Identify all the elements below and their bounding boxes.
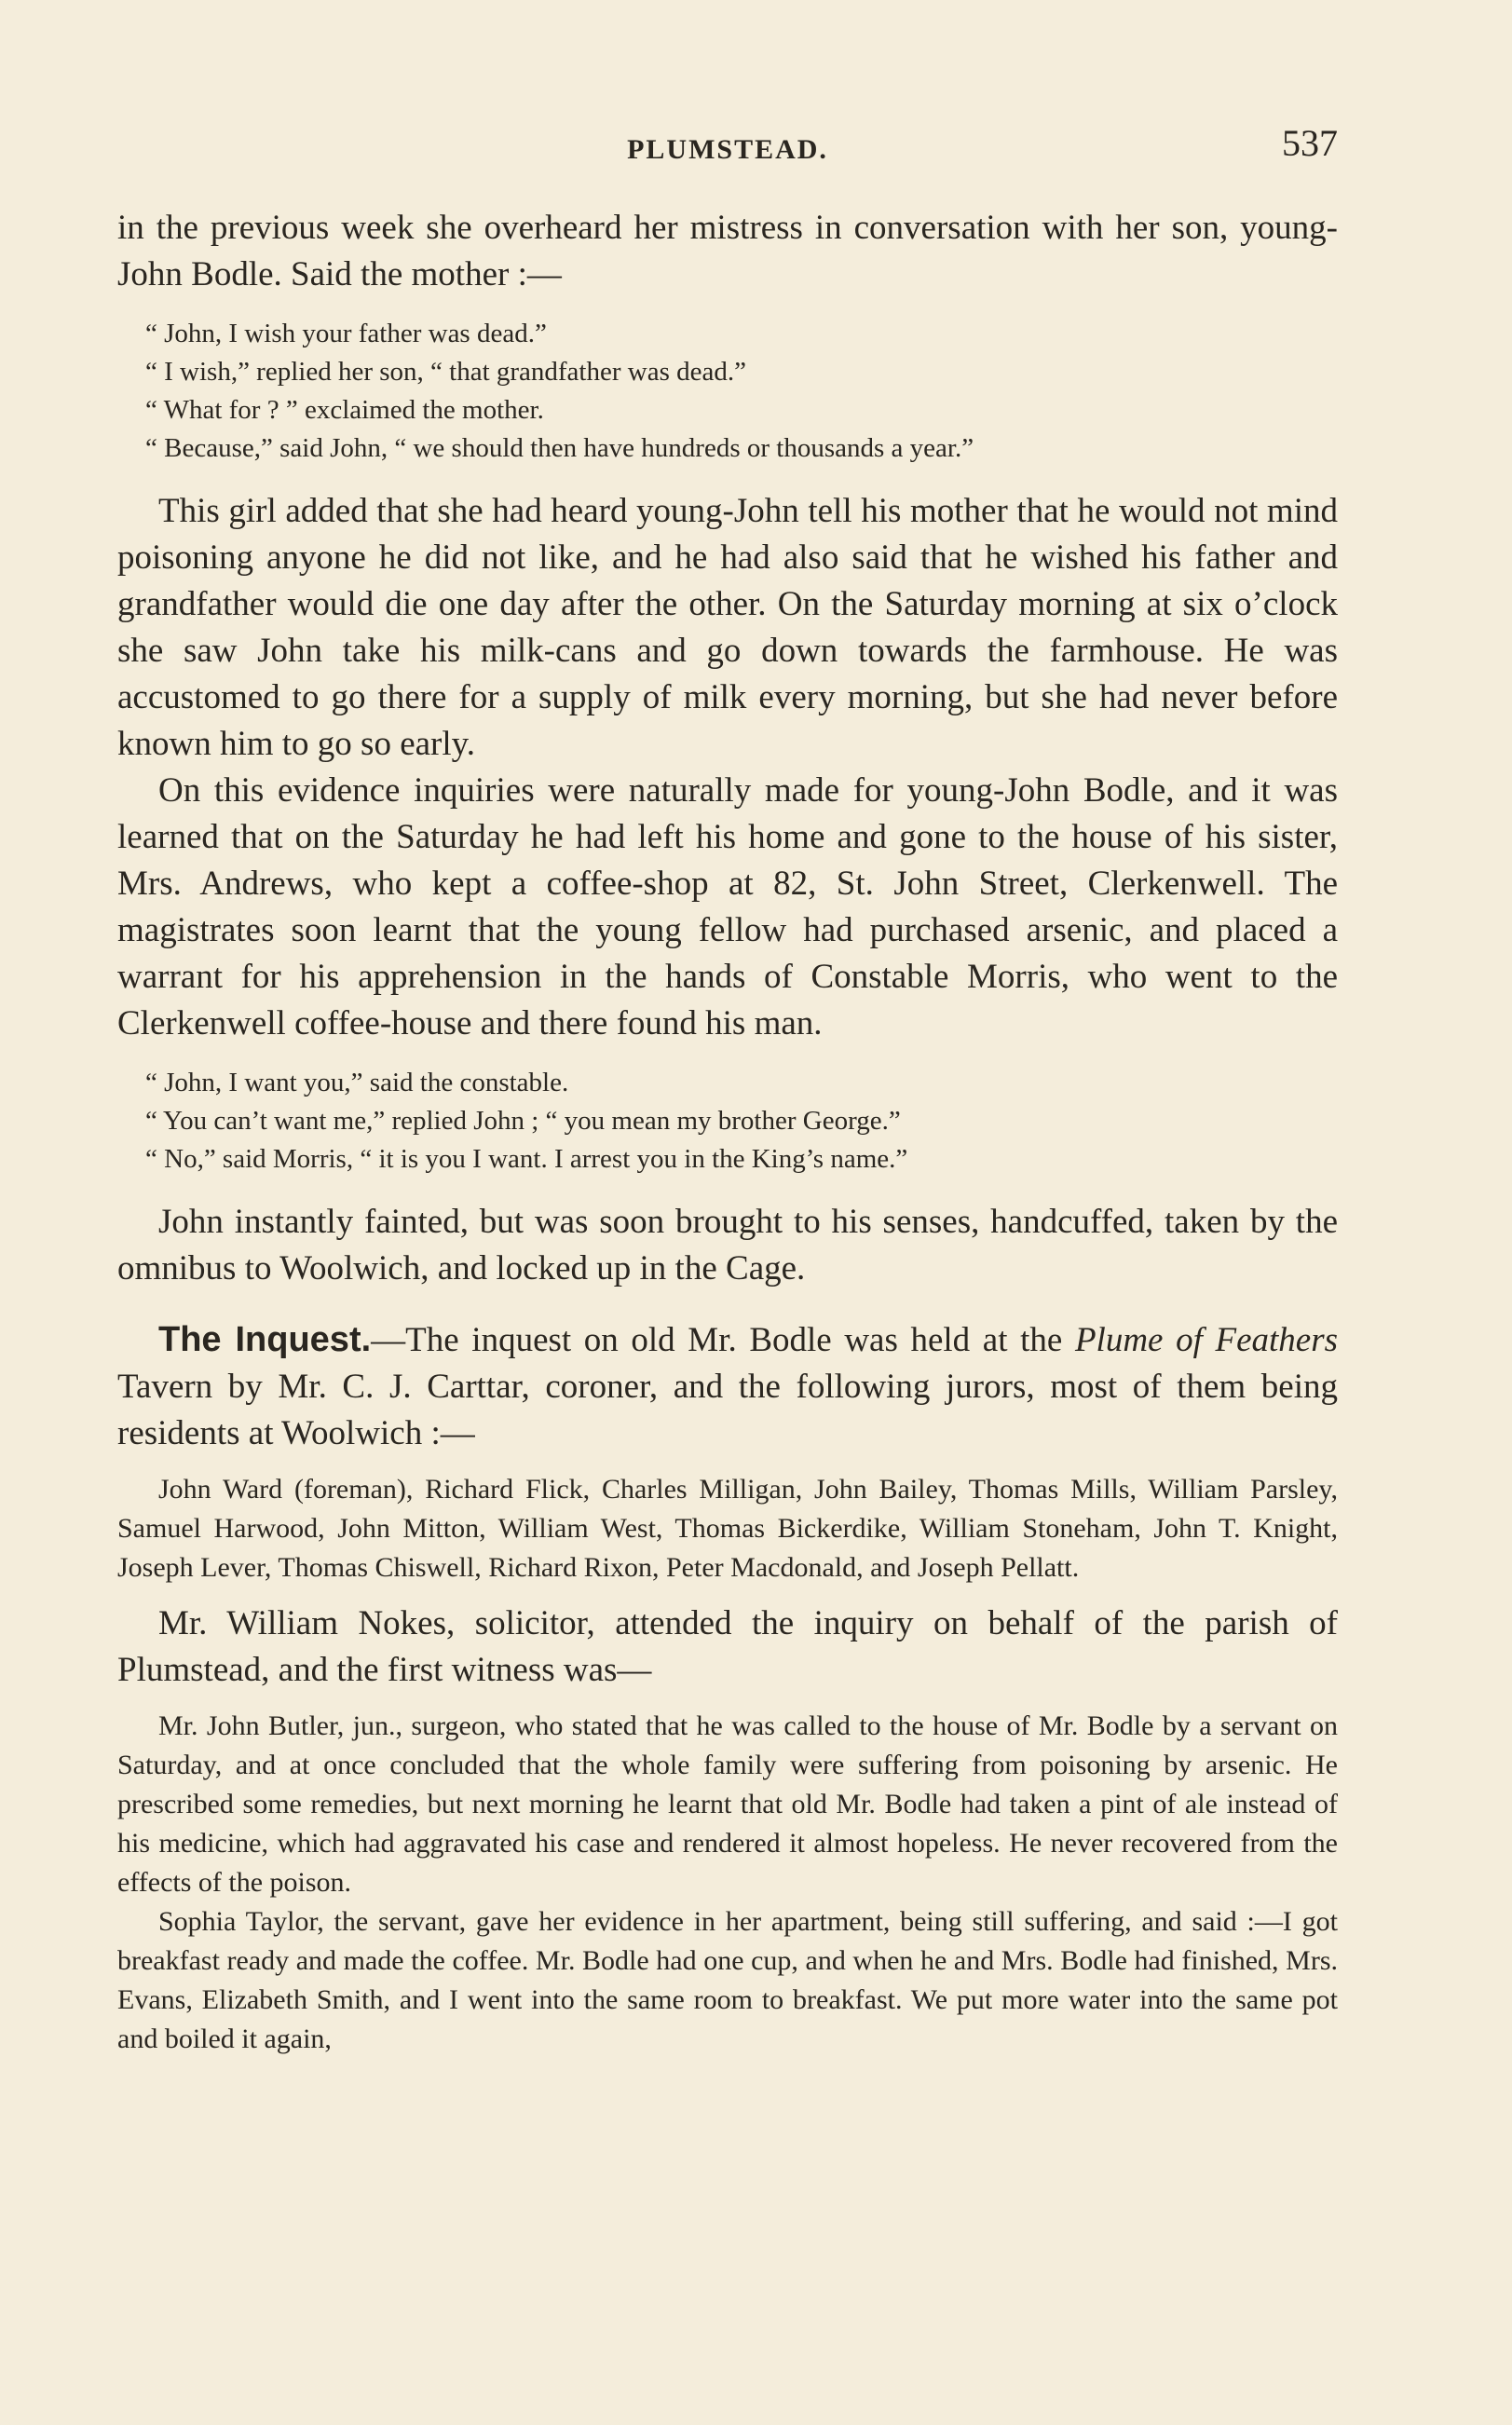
dialogue-line: “ I wish,” replied her son, “ that grandfather was dead.” — [145, 357, 746, 387]
paragraph-7: Mr. William Nokes, solicitor, attended the inquiry on behalf of the parish of Plumstead, and the first witness was— — [117, 1604, 1338, 1689]
dialogue-line: “ No,” said Morris, “ it is you I want. I arrest you in the King’s name.” — [145, 1144, 908, 1174]
paragraph-inquest — [117, 1316, 1338, 1457]
page-number: 537 — [1282, 122, 1338, 164]
dialogue-line: “ Because,” said John, “ we should then have hundreds or thousands a year.” — [145, 433, 974, 463]
paragraph-1: in the previous week she overheard her mistress in conversation with her son, young-John Bodle. Said the mother :— — [117, 209, 1338, 293]
page-header — [117, 121, 1338, 177]
dialogue-line: “ John, I wish your father was dead.” — [145, 319, 547, 348]
paragraph-9: Sophia Taylor, the servant, gave her evidence in her apartment, being still suffering, and said :—I got breakfast ready and made the coffee. Mr. Bodle had one cup, and when he and Mrs. Bodle had finished, Mrs. Evans, Elizabeth Smith, and I went into the same room to breakfast. We put more water into the same pot and boiled it again, — [117, 1906, 1338, 2054]
inquest-text-b: Tavern by Mr. C. J. Carttar, coroner, and the following jurors, most of them being residents at Woolwich :— — [117, 1368, 1338, 1452]
paragraph-4: John instantly fainted, but was soon brought to his senses, handcuffed, taken by the omnibus to Woolwich, and locked up in the Cage. — [117, 1203, 1338, 1287]
page-body — [117, 205, 1338, 2059]
dialogue-line: “ What for ? ” exclaimed the mother. — [145, 395, 544, 425]
running-title: PLUMSTEAD. — [627, 134, 828, 165]
paragraph-2: This girl added that she had heard young-John tell his mother that he would not mind poisoning anyone he did not like, and he had also said that he wished his father and grandfather would die one day after the other. On the Saturday morning at six o’clock she saw John take his milk-cans and go down towards the farmhouse. He was accustomed to go there for a supply of milk every morning, but she had never before known him to go so early. — [117, 492, 1338, 763]
paragraph-3: On this evidence inquiries were naturally made for young-John Bodle, and it was learned that on the Saturday he had left his home and gone to the house of his sister, Mrs. Andrews, who kept a coffee-shop at 82, St. John Street, Clerkenwell. The magistrates soon learnt that the young fellow had purchased arsenic, and placed a warrant for his apprehension in the hands of Constable Morris, who went to the Clerkenwell coffee-house and there found his man. — [117, 771, 1338, 1042]
dialogue-block-1 — [145, 315, 1338, 468]
jurors-list: John Ward (foreman), Richard Flick, Charles Milligan, John Bailey, Thomas Mills, William Parsley, Samuel Harwood, John Mitton, William West, Thomas Bickerdike, William Stoneham, John T. Knight, Joseph Lever, Thomas Chiswell, Richard Rixon, Peter Macdonald, and Joseph Pellatt. — [117, 1474, 1338, 1583]
section-heading: The Inquest. — [158, 1320, 372, 1359]
dialogue-line: “ John, I want you,” said the constable. — [145, 1068, 569, 1097]
dialogue-block-2 — [145, 1064, 1338, 1178]
inquest-text-a: —The inquest on old Mr. Bodle was held at the — [371, 1321, 1075, 1359]
tavern-name: Plume of Feathers — [1074, 1321, 1338, 1359]
dialogue-line: “ You can’t want me,” replied John ; “ you mean my brother George.” — [145, 1106, 901, 1136]
paragraph-8: Mr. John Butler, jun., surgeon, who stated that he was called to the house of Mr. Bodle by a servant on Saturday, and at once concluded that the whole family were suffering from poisoning by arsenic. He prescribed some remedies, but next morning he learnt that old Mr. Bodle had taken a pint of ale instead of his medicine, which had aggravated his case and rendered it almost hopeless. He never recovered from the effects of the poison. — [117, 1710, 1338, 1898]
